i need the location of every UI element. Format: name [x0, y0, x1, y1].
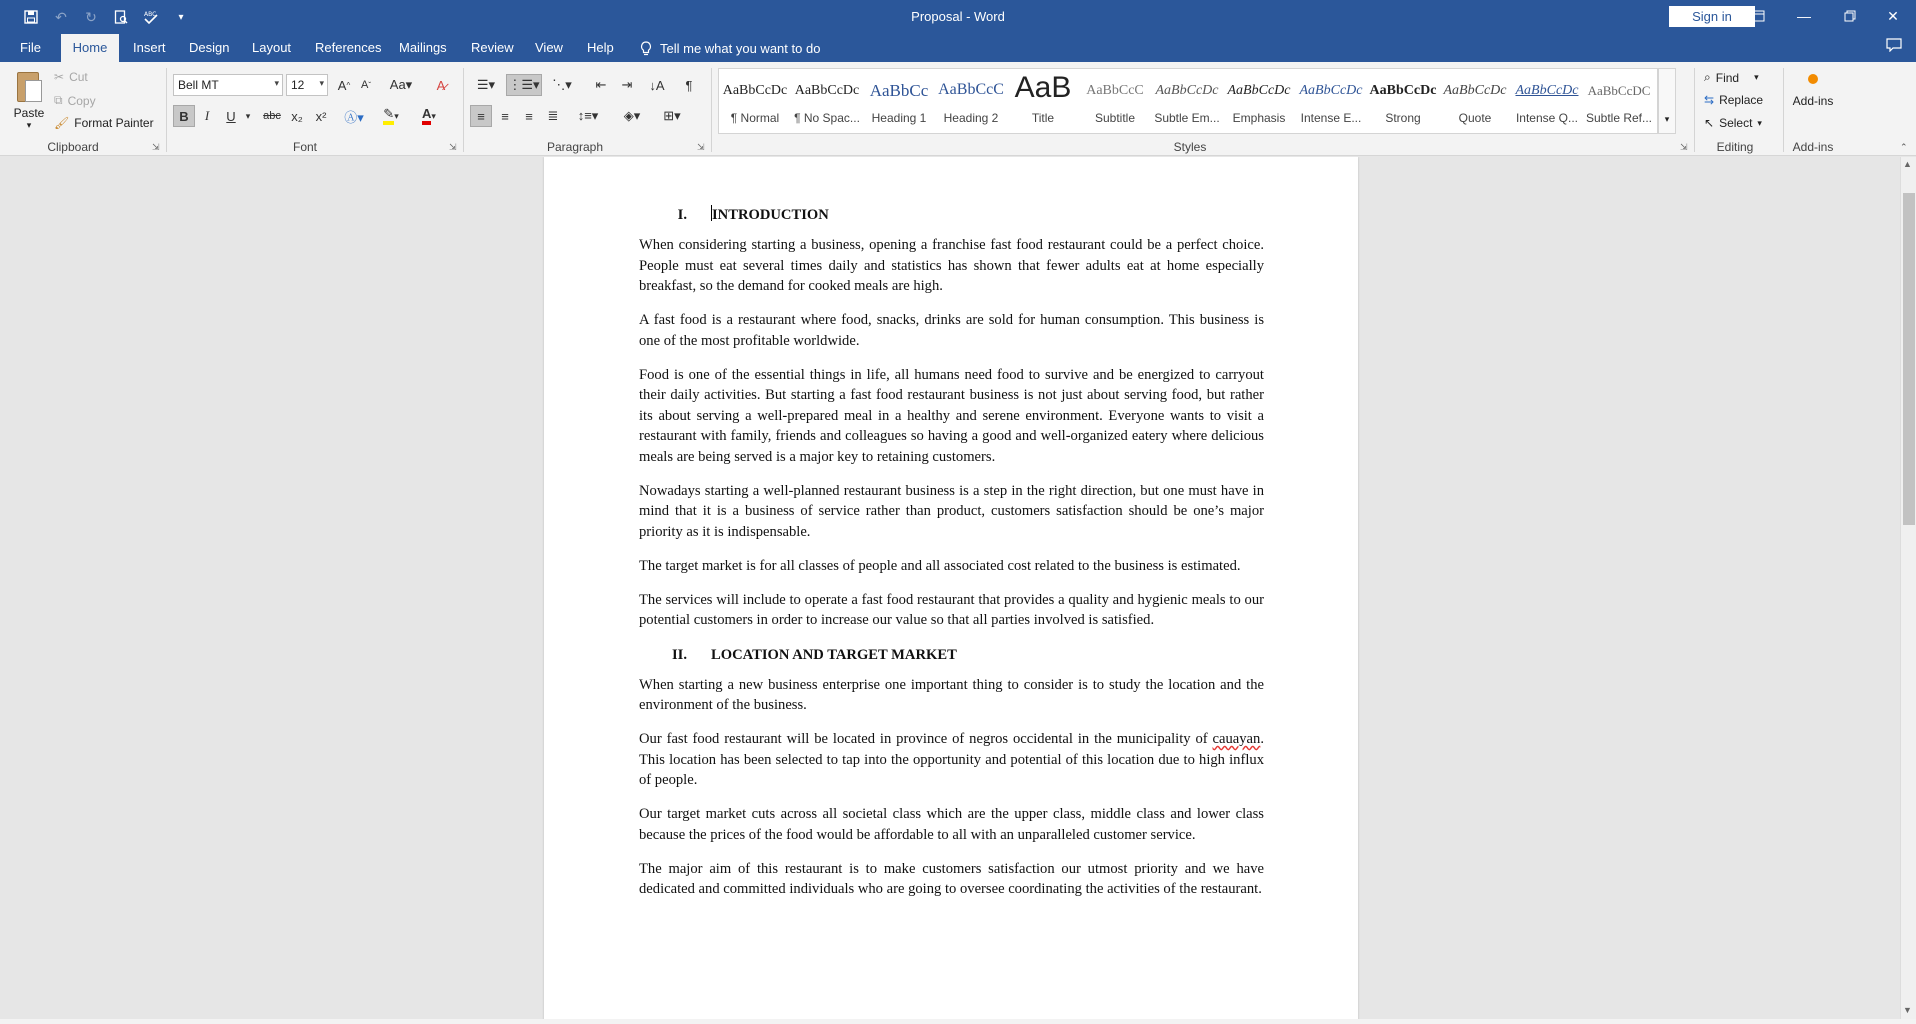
undo-icon[interactable]: ↶ [55, 8, 67, 25]
underline-button[interactable]: U [226, 108, 236, 124]
sort-icon[interactable]: ↓A [649, 77, 665, 93]
tell-me-text: Tell me what you want to do [660, 40, 821, 56]
scrollbar-thumb[interactable] [1903, 193, 1915, 525]
find-button[interactable] [1704, 70, 1759, 85]
paintbrush-icon: 🖌 [54, 116, 70, 130]
format-painter-label: Format Painter [74, 116, 154, 130]
styles-more-icon[interactable]: ▾ [1658, 68, 1676, 134]
paragraph: Our target market cuts across all societal class which are the upper class, middle class and lower class because the prices of the food would be affordable to all with an unparalleled customer service. [639, 806, 1264, 843]
cut-button[interactable] [54, 70, 88, 84]
strikethrough-button[interactable]: abc [263, 110, 281, 122]
multilevel-list-icon[interactable]: ⋱▾ [552, 77, 572, 92]
sign-in-button[interactable]: Sign in [1669, 6, 1755, 27]
paragraph: A fast food is a restaurant where food, snacks, drinks are sold for human consumption. This business is one of the most profitable worldwide. [639, 312, 1264, 349]
copy-button[interactable] [54, 93, 96, 108]
scissors-icon: ✂ [54, 70, 65, 84]
close-icon[interactable]: ✕ [1887, 7, 1899, 24]
tab-references[interactable]: References [315, 40, 382, 55]
style-name: Subtle Ref... [1585, 111, 1653, 125]
styles-gallery [718, 68, 1658, 134]
chevron-down-icon: ▾ [319, 78, 324, 88]
add-ins-button[interactable] [1790, 74, 1836, 108]
editing-group-label: Editing [1716, 140, 1754, 154]
style-preview: AaBbCcDc [1227, 83, 1291, 98]
ribbon-display-options-icon[interactable] [1735, 0, 1781, 32]
heading-location [639, 645, 1264, 665]
replace-button[interactable] [1704, 93, 1763, 107]
tab-view[interactable]: View [535, 40, 563, 55]
customize-icon[interactable]: ▾ [178, 11, 184, 23]
ribbon-home [0, 62, 1916, 156]
style-name: Quote [1458, 111, 1492, 125]
style-preview: AaBbCcC [1086, 83, 1144, 98]
heading-number: I. [677, 207, 687, 223]
paragraph-text: . This location has been selected to tap into the opportunity and potential of this location due to high influx of people. [639, 731, 1264, 789]
copy-icon: ⧉ [54, 93, 63, 107]
chevron-down-icon: ▾ [1757, 117, 1762, 128]
ribbon-tabs [0, 34, 1916, 62]
tab-file[interactable]: File [20, 40, 41, 55]
tell-me-search[interactable] [640, 34, 820, 62]
tab-review[interactable]: Review [471, 40, 514, 55]
style-preview: AaBbCcDc [1299, 83, 1363, 98]
tab-help[interactable]: Help [587, 40, 614, 55]
change-case-icon[interactable]: Aa▾ [389, 77, 413, 92]
clear-formatting-icon[interactable]: A̷ [436, 77, 446, 93]
style-name: Title [1031, 111, 1055, 125]
align-center-icon[interactable]: ≡ [501, 108, 509, 124]
style-name: Heading 2 [943, 111, 999, 125]
font-name-value: Bell MT [178, 78, 219, 92]
replace-label: Replace [1719, 93, 1764, 107]
style-name: Intense Q... [1515, 111, 1579, 125]
status-bar [0, 1019, 1916, 1024]
style-name: Subtitle [1094, 111, 1136, 125]
paragraph-group-label: Paragraph [546, 140, 604, 154]
styles-launcher-icon[interactable]: ⇲ [1680, 142, 1688, 152]
style-preview: AaBbCc [869, 81, 929, 100]
copy-label: Copy [67, 93, 96, 108]
justify-icon[interactable]: ≣ [547, 108, 559, 123]
font-launcher-icon[interactable]: ⇲ [449, 142, 457, 152]
group-separator [711, 68, 712, 152]
paragraph: When starting a new business enterprise one important thing to consider is to study the location and the environment of the business. [639, 676, 1264, 714]
clipboard-icon [14, 70, 44, 104]
title-bar [0, 0, 1916, 34]
minimize-icon[interactable]: — [1797, 8, 1811, 24]
paragraph-text: Our fast food restaurant will be located in province of negros occidental in the municipality of [639, 731, 1213, 748]
style-name: Strong [1385, 111, 1421, 125]
paragraph: The services will include to operate a fast food restaurant that provides a quality and hygienic meals to our potential customers in order to increase our value so that all parties involved is satisfied. [639, 591, 1264, 629]
font-size-value: 12 [291, 78, 305, 92]
group-separator [1694, 68, 1695, 152]
show-hide-paragraph-icon[interactable]: ¶ [685, 77, 693, 93]
find-label: Find [1715, 70, 1740, 85]
paragraph: Nowadays starting a well-planned restaurant business is a step in the right direction, but one must have in mind that it is a business of service rather than product, customers satisfaction should be one’s major priority as it is indispensable. [639, 482, 1264, 540]
collapse-ribbon-icon[interactable]: ⌃ [1900, 142, 1908, 152]
paragraph: The target market is for all classes of people and all associated cost related to the business is estimated. [639, 557, 1241, 574]
select-label: Select [1719, 116, 1753, 130]
tab-mailings[interactable]: Mailings [399, 40, 447, 55]
style-name: Intense E... [1300, 111, 1362, 125]
style-name: Emphasis [1232, 111, 1286, 125]
shrink-font-icon[interactable]: A ˇ [360, 79, 371, 91]
style-preview: AaBbCcDc [722, 83, 788, 98]
window-title: Proposal - Word [911, 9, 1005, 24]
paragraph: The major aim of this restaurant is to make customers satisfaction our utmost priority and we have dedicated and committed individuals who are going to oversee coordinating the activities of the restaurant. [639, 860, 1264, 898]
line-spacing-icon[interactable]: ↕≡▾ [577, 108, 599, 123]
chevron-down-icon: ▾ [1754, 72, 1759, 82]
comments-icon[interactable] [1886, 38, 1902, 55]
style-name: ¶ No Spac... [794, 111, 860, 125]
cursor-arrow-icon: ↖ [1704, 116, 1715, 130]
style-subtle-emphasis[interactable] [1151, 69, 1223, 133]
style-quote[interactable] [1439, 69, 1511, 133]
lightbulb-icon [640, 41, 652, 56]
paragraph: Food is one of the essential things in life, all humans need food to survive and be energized to carryout their daily activities. But starting a fast food restaurant business is not just about serving food, but rather its about serving a well-prepared meal in a healthy and serene environment. Everyone wants to visit a restaurant with family, friends and colleagues so having a good and well-organized eatery where delicious meals are being served is a major key to retaining customers. [639, 366, 1264, 465]
borders-icon[interactable]: ⊞▾ [663, 108, 681, 123]
italic-button[interactable]: I [204, 108, 210, 123]
group-separator [1783, 68, 1784, 152]
svg-text:ABC: ABC [144, 11, 157, 18]
paragraph-launcher-icon[interactable]: ⇲ [697, 142, 705, 152]
style-preview: AaBbCcDc [794, 83, 860, 98]
misspelled-word[interactable]: cauayan [1212, 731, 1261, 748]
bold-button[interactable]: B [173, 105, 195, 127]
style-normal[interactable] [719, 69, 791, 133]
style-name: ¶ Normal [730, 111, 780, 125]
paragraph [639, 729, 1264, 791]
clipboard-group-label: Clipboard [47, 140, 99, 154]
increase-indent-icon[interactable]: ⇥ [621, 77, 633, 92]
search-icon: ⌕ [1704, 70, 1711, 84]
numbering-icon[interactable]: ⋮☰▾ [506, 74, 542, 96]
paste-button[interactable] [12, 70, 46, 131]
group-separator [463, 68, 464, 152]
style-preview: AaBbCcDc [1443, 83, 1507, 98]
style-title[interactable] [1007, 69, 1079, 133]
style-no-spacing[interactable] [791, 69, 863, 133]
add-ins-icon [1808, 74, 1818, 84]
chevron-down-icon: ▾ [26, 120, 32, 130]
style-preview: AaBbCcC [938, 81, 1004, 98]
scroll-up-icon[interactable]: ▲ [1903, 159, 1912, 169]
vertical-scrollbar[interactable] [1900, 157, 1916, 1019]
grow-font-icon[interactable]: A ^ [337, 77, 351, 93]
document-area [0, 157, 1900, 1019]
font-color-icon[interactable]: A ▾ [414, 105, 444, 127]
decrease-indent-icon[interactable]: ⇤ [595, 77, 607, 92]
style-preview: AaBbCcDC [1587, 83, 1651, 98]
style-preview: AaB [1014, 71, 1072, 104]
style-strong[interactable] [1367, 69, 1439, 133]
style-preview: AaBbCcDc [1155, 83, 1219, 98]
heading-number: II. [671, 646, 687, 663]
align-left-icon[interactable]: ≡ [470, 105, 492, 127]
style-subtle-reference[interactable] [1583, 69, 1655, 133]
highlight-color-icon[interactable]: ✎ ▾ [376, 105, 406, 127]
style-emphasis[interactable] [1223, 69, 1295, 133]
style-preview: AaBbCcDc [1369, 83, 1437, 98]
text-effects-icon[interactable]: Ⓐ▾ [344, 109, 364, 125]
style-intense-quote[interactable] [1511, 69, 1583, 133]
add-ins-label: Add-ins [1792, 94, 1834, 108]
styles-group-label: Styles [1173, 140, 1207, 154]
bullets-icon[interactable]: ☰▾ [476, 77, 496, 92]
tab-design[interactable]: Design [189, 40, 230, 55]
restore-icon[interactable] [1827, 0, 1873, 32]
align-right-icon[interactable]: ≡ [525, 108, 533, 124]
style-name: Heading 1 [871, 111, 927, 125]
heading-text: LOCATION AND TARGET MARKET [711, 646, 957, 663]
font-name-combo[interactable] [173, 74, 283, 96]
style-name: Subtle Em... [1154, 111, 1220, 125]
clipboard-launcher-icon[interactable]: ⇲ [152, 142, 160, 152]
superscript-button[interactable]: x² [315, 108, 327, 124]
style-preview: AaBbCcDc [1515, 83, 1579, 98]
group-separator [166, 68, 167, 152]
page[interactable] [544, 157, 1358, 1019]
font-group-label: Font [292, 140, 317, 154]
style-heading-1[interactable] [863, 69, 935, 133]
subscript-button[interactable]: x₂ [291, 108, 303, 124]
style-intense-emphasis[interactable] [1295, 69, 1367, 133]
redo-icon[interactable]: ↻ [85, 8, 97, 25]
shading-icon[interactable]: ◈▾ [623, 108, 641, 123]
heading-introduction [639, 205, 1264, 225]
document-body[interactable] [639, 205, 1264, 913]
replace-icon: ⇆ [1704, 93, 1715, 107]
chevron-down-icon: ▾ [274, 78, 279, 88]
format-painter-button[interactable] [54, 116, 154, 130]
style-subtitle[interactable] [1079, 69, 1151, 133]
select-button[interactable] [1704, 116, 1762, 130]
tab-insert[interactable]: Insert [133, 40, 166, 55]
cut-label: Cut [69, 70, 88, 84]
font-size-combo[interactable] [286, 74, 328, 96]
chevron-down-icon[interactable]: ▾ [245, 110, 251, 121]
add-ins-group-label: Add-ins [1792, 140, 1834, 154]
paste-label: Paste [13, 106, 45, 120]
heading-text: INTRODUCTION [712, 207, 829, 223]
paragraph: When considering starting a business, opening a franchise fast food restaurant could be a perfect choice. People must eat several times daily and statistics has shown that fewer adults eat at home especially breakfast, so the demand for cooked meals are high. [639, 237, 1264, 294]
style-heading-2[interactable] [935, 69, 1007, 133]
tab-home[interactable]: Home [61, 34, 119, 62]
tab-layout[interactable]: Layout [252, 40, 292, 55]
scroll-down-icon[interactable]: ▼ [1903, 1005, 1912, 1015]
